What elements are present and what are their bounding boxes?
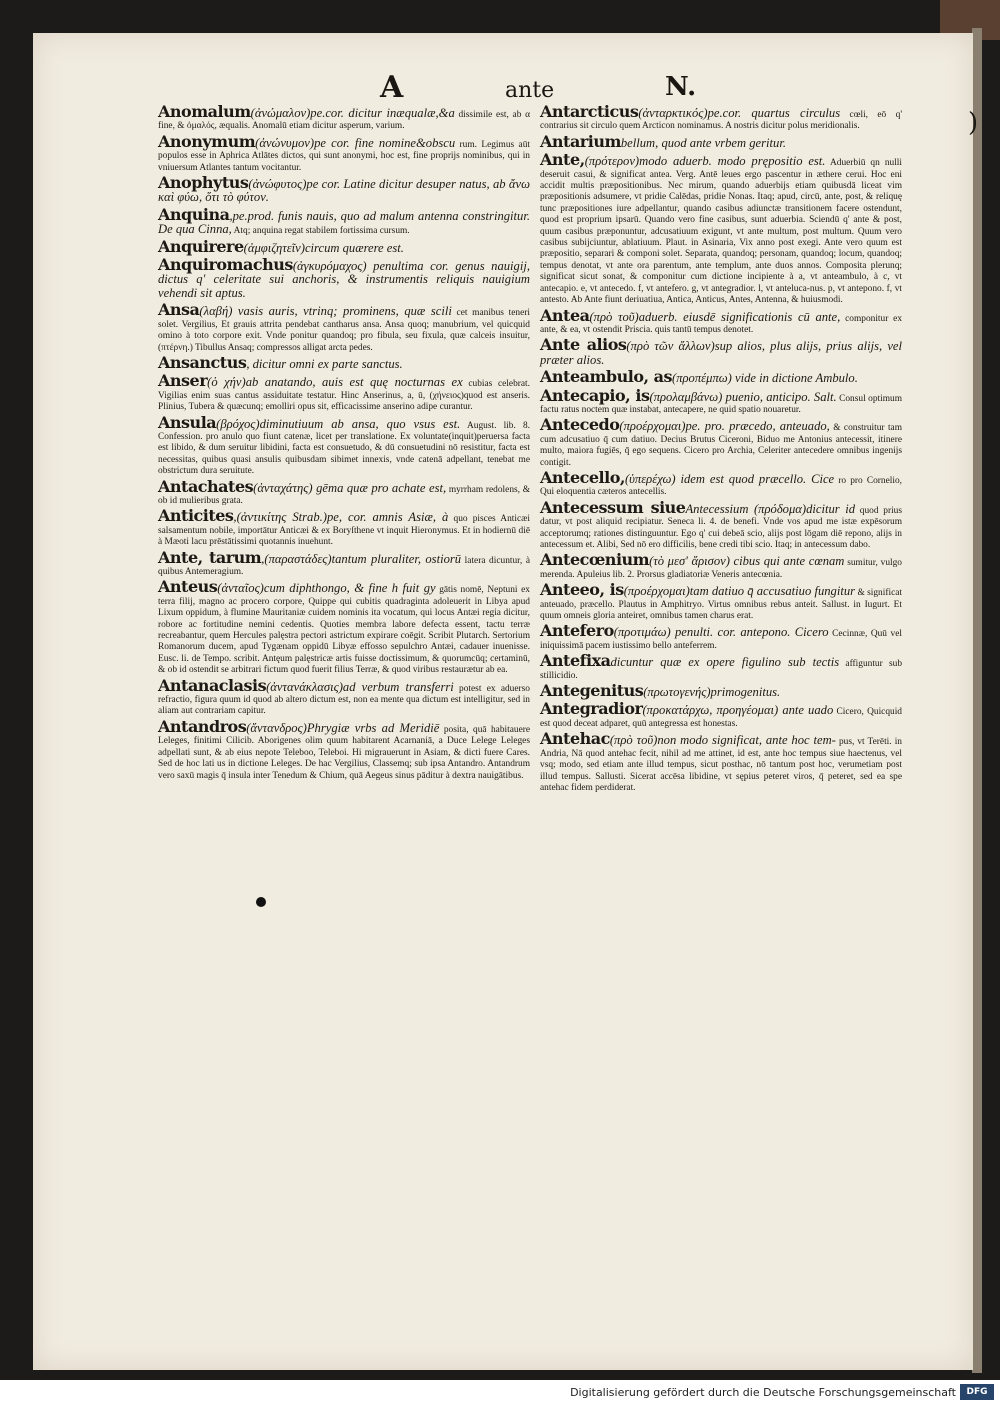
entry-text: & construitur tam cum adcusatiuo q̄ cum datiuo. Decius Brutus Ciceroni, Biduo me Antonius antecessit, itinere multo, maiora fugiēs, q̄ ego sequens. Cicero pro Archia, Celeriter antecedere omnibus ingenijs contigit. bbox=[540, 423, 903, 468]
entry-headword: Antarium bbox=[540, 131, 621, 151]
entry-lead: (λαβή) vasis auris, vtrinq; prominens, quæ scili bbox=[199, 304, 452, 319]
entry-lead: (ἀνώνυμον)pe cor. fine nomine&obscu bbox=[255, 135, 456, 150]
entry-lead: (πρὸ τῶν ἄλλων)sup alios, plus alijs, prius alijs, vel præter alios. bbox=[540, 339, 902, 367]
entry-body bbox=[158, 204, 530, 238]
dictionary-entry bbox=[540, 367, 902, 387]
entry-body bbox=[540, 335, 902, 368]
dictionary-entry bbox=[540, 651, 903, 682]
entry-headword: Antea bbox=[540, 305, 590, 325]
dictionary-entry bbox=[158, 255, 530, 301]
entry-headword: Antecessum siue bbox=[540, 497, 686, 517]
dictionary-entry bbox=[158, 102, 531, 133]
dictionary-entry bbox=[158, 476, 530, 508]
entry-headword: Anquirere bbox=[158, 236, 244, 256]
entry-body bbox=[540, 102, 903, 133]
running-head-right: N. bbox=[665, 72, 697, 102]
dictionary-entry bbox=[540, 497, 903, 552]
entry-headword: Anomalum bbox=[158, 102, 251, 121]
entry-lead: ,(παραστάδες)tantum pluraliter, ostiorū bbox=[261, 551, 462, 566]
entry-text: cubias celebrat. Vigilias enim suas cantus assiduitate testatur. Hinc Anserinus, a, ū, (χήνειος)quod est anseris. Plinius, Tubera & quæcunq; emolliri opus sit, efficacissime anserino adipe curantur. bbox=[158, 379, 530, 413]
dictionary-entry bbox=[540, 699, 902, 730]
entry-headword: Antarcticus bbox=[540, 102, 639, 121]
entry-lead: Antecessium (πρόδομα)dicitur id bbox=[685, 501, 856, 516]
left-column bbox=[158, 102, 531, 785]
entry-body bbox=[540, 367, 902, 387]
entry-body bbox=[540, 550, 902, 581]
entry-body bbox=[540, 385, 902, 417]
entry-headword: Antecedo bbox=[540, 415, 620, 435]
entry-headword: Antegenitus bbox=[540, 681, 644, 701]
entry-headword: Anonymum bbox=[158, 131, 256, 151]
dictionary-entry bbox=[540, 385, 902, 417]
entry-text: myrrham redolens, & ob id mulieribus grata. bbox=[158, 484, 530, 506]
entry-body bbox=[158, 173, 530, 206]
entry-lead: (προλαμβάνω) puenio, anticipo. Salt. bbox=[649, 389, 837, 404]
entry-body bbox=[540, 131, 902, 151]
entry-headword: Antecœnium bbox=[540, 550, 650, 570]
margin-mark: ) bbox=[968, 108, 979, 138]
dictionary-entry bbox=[158, 300, 531, 354]
entry-body bbox=[158, 236, 530, 256]
entry-lead: (ὑπερέχω) idem est quod præcello. Cice bbox=[624, 471, 835, 486]
entry-text: Consul optimum factu ratus noctem quæ instabat, antecapere, ne quid spatio nouaretur. bbox=[540, 393, 902, 415]
entry-headword: Antefero bbox=[540, 621, 614, 641]
funding-credit: Digitalisierung gefördert durch die Deutsche Forschungsgemeinschaft bbox=[570, 1386, 956, 1399]
entry-body bbox=[158, 506, 530, 548]
entry-lead: (πρότερον)modo aduerb. modo prępositio est. bbox=[584, 154, 826, 169]
entry-lead: (ἀμφιζητεῖν)circum quærere est. bbox=[243, 240, 404, 255]
dfg-logo: DFG bbox=[960, 1384, 994, 1400]
entry-lead: (πρὸ τοῦ)aduerb. eiusdē significationis cū ante, bbox=[589, 309, 841, 324]
entry-text: Cicero, Quicquid est quod deceat adparet, quū antegressa est honestas. bbox=[540, 707, 902, 729]
entry-lead: (ὁ χήν)ab anatando, auis est quę nocturnas ex bbox=[207, 375, 463, 390]
dictionary-entry bbox=[540, 550, 902, 581]
entry-headword: Anser bbox=[158, 371, 208, 391]
entry-lead: bellum, quod ante vrbem geritur. bbox=[620, 135, 786, 150]
dictionary-entry bbox=[158, 506, 530, 548]
dictionary-entry bbox=[540, 415, 903, 469]
dictionary-entry bbox=[540, 580, 902, 622]
entry-body bbox=[158, 102, 531, 133]
entry-body bbox=[158, 716, 531, 782]
entry-body bbox=[158, 412, 531, 478]
dictionary-entry bbox=[158, 173, 530, 206]
entry-body bbox=[158, 577, 530, 676]
entry-lead: (ἀνώφυτος)pe cor. Latine dicitur desuper natus, ab ἄνω καὶ φύω, ὅτι τὸ φύτον. bbox=[158, 177, 530, 205]
ink-blot bbox=[256, 897, 266, 907]
entry-headword: Ansula bbox=[158, 412, 217, 432]
entry-headword: Ante alios bbox=[540, 335, 627, 355]
entry-headword: Anquina bbox=[158, 204, 230, 224]
entry-lead: (ἀνταχάτης) gēma quæ pro achate est, bbox=[253, 480, 447, 495]
entry-lead: (τὸ μεσ' ἄρισον) cibus qui ante cœnam bbox=[649, 554, 845, 569]
entry-text: Cecinnæ, Quū vel iniquissimā pacem iustissimo bello anteferrem. bbox=[540, 629, 902, 651]
dictionary-entry bbox=[540, 467, 902, 499]
entry-text: cet manibus teneri solet. Vergilius, Et grauis attrita pendebat cantharus ansa. Ansa quoq; manubrium, vel quicquid omino à toto corpore exit. Vnde ponitur quandoq; pro fibula, seu fixula, quæ calceis insuitur, (πτέρνη.) Tibullus Ansaq; compressos alligat arcta pedes. bbox=[158, 308, 531, 353]
entry-headword: Antecello, bbox=[540, 467, 625, 487]
entry-lead: (ἀντανάκλασις)ad verbum transferri bbox=[266, 679, 454, 694]
entry-body bbox=[158, 675, 530, 718]
entry-lead: (ἀγκυρόμαχος) penultima cor. genus nauigij, dictus q' celeritate sui anchoris, & instrumentis reliquis nauigium vehendi sit aptus. bbox=[158, 259, 530, 300]
entry-headword: Ante, tarum bbox=[158, 547, 262, 567]
footer-bar bbox=[0, 1380, 1000, 1404]
dictionary-entry bbox=[540, 621, 902, 652]
entry-body bbox=[158, 476, 530, 508]
dictionary-entry bbox=[158, 236, 530, 256]
entry-headword: Ante, bbox=[540, 150, 585, 170]
running-head-center: ante bbox=[505, 78, 555, 103]
entry-body bbox=[540, 150, 903, 306]
entry-text: quod prius datur, vt post aliquid recipiatur. Seneca li. 4. de benefi. Vnde vos apud me istæ expēsorum acceptorumq; rationes distinguuntur. Ego q' cui debeā scio, alijs post lōgam diē repono, alijs in antecessum et. Alibi, Sed nō ero difficilis, bene credi tibi scio. Itaq; in antecessum dabo. bbox=[540, 505, 903, 550]
entry-lead: (ἄντανδρος)Phrygiæ vrbs ad Meridiē bbox=[246, 720, 440, 735]
page-edge bbox=[972, 28, 982, 1373]
entry-body bbox=[158, 300, 531, 354]
entry-lead: (ἀνώμαλον)pe.cor. dicitur inæqualæ,&a bbox=[250, 106, 455, 120]
entry-headword: Antefixa bbox=[540, 651, 611, 671]
entry-text: & significat anteuado, præcello. Plautus in Amphitryo. Virtus omnibus rebus anteit. Sallust. in Iugurt. Et quum omneis gloria anteiret, omnibus tamen charus erat. bbox=[540, 588, 902, 622]
entry-headword: Ansanctus bbox=[158, 352, 247, 372]
entry-headword: Ansa bbox=[158, 300, 200, 320]
dictionary-entry bbox=[158, 675, 530, 718]
dictionary-entry bbox=[158, 547, 531, 579]
dictionary-entry bbox=[540, 335, 902, 368]
dictionary-entry bbox=[158, 577, 530, 676]
entry-text: dissimile est, ab α fine, & ὁμαλός, æqualis. Anomalū etiam dicitur asperum, varium. bbox=[158, 110, 531, 132]
entry-lead: (πρὸ τοῦ)non modo significat, ante hoc tem- bbox=[609, 733, 836, 748]
entry-text: componitur ex ante, & ea, vt ostendit Priscia. quis tantū tempus denotet. bbox=[540, 313, 903, 335]
entry-text: affiguntur sub stillicidio. bbox=[540, 659, 903, 681]
entry-body bbox=[540, 415, 903, 469]
running-head-left: A bbox=[380, 70, 404, 105]
entry-body bbox=[158, 255, 530, 301]
entry-body bbox=[540, 651, 903, 682]
dictionary-entry bbox=[540, 150, 903, 306]
entry-lead: (προκατάρχω, προηγέομαι) ante uado bbox=[642, 703, 834, 718]
dictionary-entry bbox=[158, 412, 531, 478]
dictionary-entry bbox=[540, 102, 903, 133]
entry-body bbox=[158, 547, 531, 579]
entry-body bbox=[158, 371, 530, 413]
entry-lead: ,(ἀντικίτης Strab.)pe, cor. amnis Asiæ, à bbox=[233, 510, 449, 525]
entry-body bbox=[540, 580, 902, 622]
entry-headword: Antehac bbox=[540, 729, 610, 749]
entry-lead: (βρόχος)diminutiuum ab ansa, quo vsus est. bbox=[216, 416, 461, 431]
dictionary-entry bbox=[540, 131, 902, 151]
entry-body bbox=[540, 305, 903, 337]
entry-text: posita, quā habitauere Leleges, finitimi Cilicib. Aborigenes olim quum habitarent Acarnaniā, a Duce Lelege Leleges adpellati sunt, & ab eius nepote Teleboo, Teleboi. Hi migrauerunt in Asiam, & dicti fuere Cares. Sed de hoc lati us in dictione Leleges. De hac Vergilius, Classemq; sub ipsa Antandro. Antandrum vero saxū magis q̄ insula inter Tenedum & Chium, quā Aegeus sinus pāditur à dextra nauigātibus. bbox=[158, 724, 531, 781]
entry-headword: Anticites bbox=[158, 506, 234, 526]
entry-text: ro pro Cornelio, Qui eloquentia cæteros antecellis. bbox=[540, 475, 902, 498]
dictionary-entry bbox=[158, 371, 530, 413]
dictionary-entry bbox=[540, 681, 902, 701]
entry-headword: Antachates bbox=[158, 476, 254, 496]
entry-text: sumitur, vulgo merenda. Apuleius lib. 2. Prorsus gladiatoriæ Veneris antecœnia. bbox=[540, 558, 902, 580]
entry-headword: Anteeo, is bbox=[540, 580, 624, 600]
entry-lead: (προέρχομαι)pe. pro. præcedo, anteuado, bbox=[619, 419, 830, 434]
entry-headword: Antandros bbox=[158, 716, 247, 736]
entry-body bbox=[540, 621, 902, 652]
entry-body bbox=[540, 467, 902, 499]
entry-lead: (ἀνταῖος)cum diphthongo, & fine h fuit gy bbox=[217, 581, 436, 596]
dictionary-entry bbox=[540, 729, 902, 794]
entry-body bbox=[540, 681, 902, 701]
entry-body bbox=[158, 131, 530, 174]
entry-text: gātis nomē, Neptuni ex terra filij, magno ac procero corpore, Quippe qui cubitis quadraginta adoleuerit in Libya apud Lixum oppidum, à flumine Mauritaniæ cuidem nominis ita vocatum, qui locus Antæi regia dicitur, robore ac fortitudine nemini cedentis. Quoties membra labore defecta essent, tactu terræ recreabantur, quem Hercules palęstra pectori astrictum expirare coēgit. Scribit Plutarch. Sertorium Romanorum ducem, apud Tygænam oppidū Libyæ effosso sepulchro Antæi, cadauer inuenisse. Eusc. li. de Tempo. scribit. Antęum palęstricæ artis fuisse doctissimum, & quorumcūq; certaminū, & ob id ostendit se arbitrari fictum quod fuerit filius Terræ, & quod viribus restaurætur ab ea. bbox=[158, 585, 530, 676]
entry-lead: (προπέμπω) vide in dictione Ambulo. bbox=[672, 371, 858, 386]
entry-headword: Anquiromachus bbox=[158, 255, 293, 275]
entry-text: pus, vt Terēti. in Andria, Nā quod antehac fecit, nihil ad me attinet, id est, ante hoc tempus siue haectenus, vel vsq; modo, sed etiam ante illud tempus, sicut posthac, nō tantum post hoc, verumetiam post illud tempus. Sallusti. Sicerat accēsa libidine, vt sępius peteret viros, q̄ peteret, sed ea spe antehac fidem perdiderat. bbox=[540, 737, 902, 793]
right-column bbox=[540, 102, 903, 797]
entry-headword: Antecapio, is bbox=[540, 385, 650, 405]
entry-body bbox=[540, 729, 902, 794]
entry-body bbox=[158, 352, 530, 372]
dictionary-entry bbox=[158, 352, 530, 372]
entry-lead: , dicitur omni ex parte sanctus. bbox=[246, 356, 403, 371]
entry-headword: Anophytus bbox=[158, 173, 249, 193]
entry-lead: (ἀνταρκτικός)pe.cor. quartus circulus bbox=[638, 106, 841, 120]
entry-text: potest ex aduerso refractio, figura quum id quod ab altero dictum est, non ea mente qua dictum est intelligitur, sed in aliam aut contrariam capitur. bbox=[158, 683, 530, 717]
entry-lead: (προτιμάω) penulti. cor. antepono. Cicero bbox=[613, 625, 829, 640]
entry-text: rum. Legimus aūt populos esse in Aphrica Atlātes dictos, qui sunt anonymi, hoc est, fine proprijs nominibus, qui in vniuersum Atlantes tantum vocitantur. bbox=[158, 139, 530, 173]
entry-body bbox=[540, 497, 903, 552]
entry-text: Atq; anquina regat stabilem fortissima cursum. bbox=[233, 226, 410, 237]
dictionary-entry bbox=[158, 131, 530, 174]
entry-headword: Anteus bbox=[158, 577, 218, 597]
entry-lead: (προέρχομαι)tam datiuo q̄ accusatiuo fungitur bbox=[623, 584, 856, 599]
dictionary-entry bbox=[158, 204, 530, 238]
entry-headword: Antanaclasis bbox=[158, 675, 267, 695]
entry-text: cœli, eō q' contrarius sit circulo quem Arcticon nominamus. A nostris dicitur polus meridionalis. bbox=[540, 110, 903, 132]
dictionary-entry bbox=[540, 305, 903, 337]
entry-text: August. lib. 8. Confession. pro anulo quo fiunt catenæ, licet per translatione. Ex voluntate(inquit)peruersa facta est libido, & dum seruitur libidini, facta est consuetudo, & dū consuetudini nō resistitur, facta est necessitas, quibus quasi ansulis quibusdam sibimet innexis, vnde catenā adpellant, tenebat me obstrictum dura seruitute. bbox=[158, 420, 531, 477]
entry-lead: (πρωτογενής)primogenitus. bbox=[643, 685, 781, 700]
dictionary-entry bbox=[158, 716, 531, 782]
entry-body bbox=[540, 699, 902, 730]
entry-text: latera dicuntur, à quibus Antemeragium. bbox=[158, 555, 531, 577]
entry-headword: Anteambulo, as bbox=[540, 367, 672, 387]
entry-lead: dicuntur quæ ex opere figulino sub tectis bbox=[610, 655, 840, 670]
entry-headword: Antegradior bbox=[540, 699, 643, 719]
entry-lead: ,pe.prod. funis nauis, quo ad malum antenna constringitur. De qua Cinna, bbox=[158, 208, 530, 237]
entry-text: quo pisces Anticæi salsamentum nobile, importātur Anticæi & ex Boryſthene vt inquit Hieronymus. Et in hodiernū diē à Mæoti lacu prēstātissimi quotannis inuehunt. bbox=[158, 514, 530, 548]
entry-text: Aduerbiū qn nulli deseruit casui, & significat antea. Verg. Antē leues ergo pascentur in æthere cerui. Hoc eni accidit multis præpositionibus. Nec mirum, quando aduerbijs etiam quibusdā liceat vim præpositionis adsumere, vt pridie Calēdas, pridie Nonas. Itaq; apud, circū, ante, post, & reliquę tunc præpositiones iure adpellantur, quando casibus adiunctæ transitionem facere ostendunt, quod est proprium ipsarū. Quando vero fine casibus, sunt aduerbia. Sciendū q' ante & post, quum casibus præponuntur, adcusatiuum exigunt, vt ante multum, post multum. Quum vero casibus subijciuntur, ablatiuum. Plaut. in Asinaria, Vix anno post exegi. Ante vero quum est præpositio, separari & componi solet. Separata, quandoq; personam, quandoq; locum, quandoq; tempus denotat, vt ante ora parentum, ante templum, ante duos annos. Composita plerunq; significat sicut sonat, & componitur cum dictione incipiente à a, vt anteambulo, à c, vt antecapio. e, vt antecedo. f, vt antefero. g, vt antegradior. l, vt anteluca-nus. p, vt antepono. f, vt antesto. Ab Ante fiunt deriuatiua, Antica, Anticus, Antes, Antenna, & huiusmodi. bbox=[540, 158, 903, 306]
